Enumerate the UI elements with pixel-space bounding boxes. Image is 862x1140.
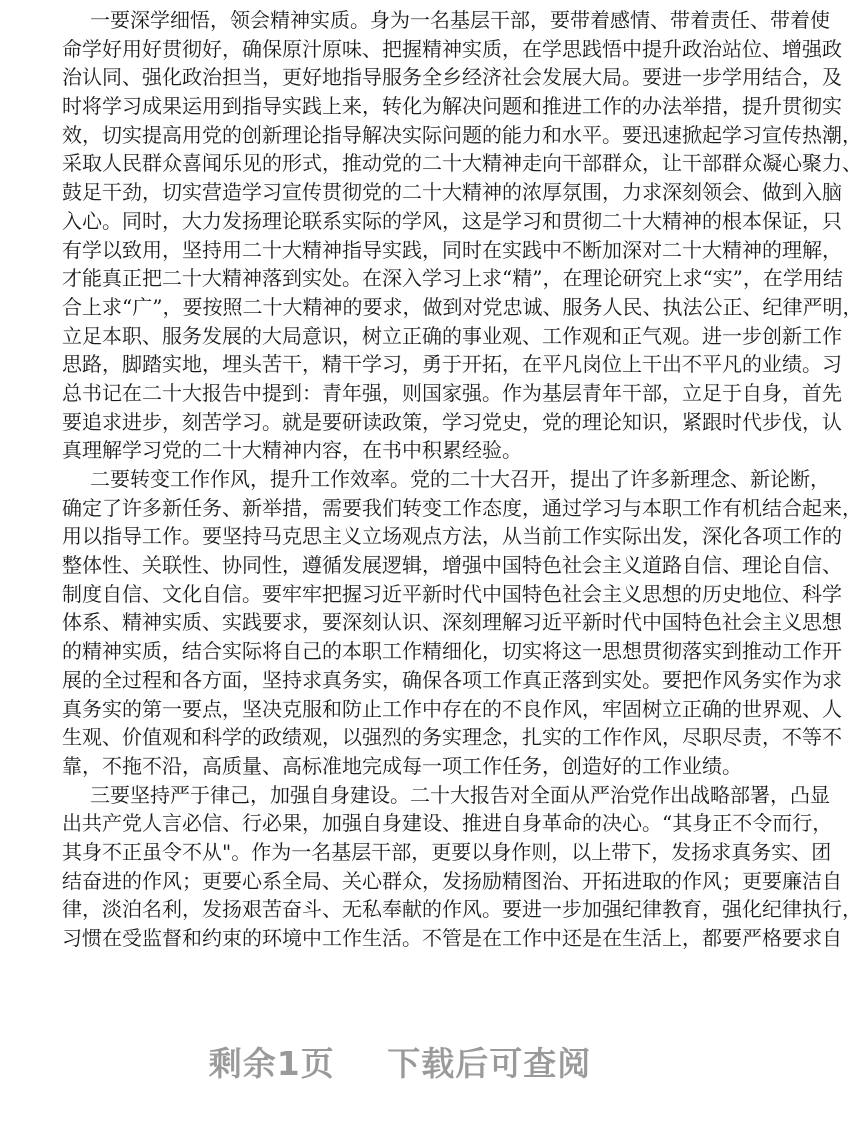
text-line: 展的全过程和各方面，坚持求真务实，确保各项工作真正落到实处。要把作风务实作为求 — [62, 667, 842, 692]
text-line: 才能真正把二十大精神落到实处。在深入学习上求“精”，在理论研究上求“实”，在学用结 — [62, 266, 843, 291]
remaining-pages-label: 剩余1页 — [208, 1044, 335, 1083]
text-line: 的精神实质，结合实际将自己的本职工作精细化，切实将这一思想贯彻落实到推动工作开 — [62, 639, 842, 664]
text-line: 律，淡泊名利，发扬艰苦奋斗、无私奉献的作风。要进一步加强纪律教育，强化纪律执行， — [62, 897, 862, 922]
text-line: 用以指导工作。要坚持马克思主义立场观点方法，从当前工作实际出发，深化各项工作的 — [62, 524, 842, 549]
document-body — [62, 6, 862, 953]
paragraph — [62, 465, 862, 781]
text-line: 时将学习成果运用到指导实践上来，转化为解决问题和推进工作的办法举措，提升贯彻实 — [62, 94, 842, 119]
text-line: 生观、价值观和科学的政绩观，以强烈的务实理念，扎实的工作作风，尽职尽责，不等不 — [62, 725, 842, 750]
text-line: 效，切实提高用党的创新理论指导解决实际问题的能力和水平。要迅速掀起学习宣传热潮， — [62, 122, 862, 147]
text-line: 二要转变工作作风，提升工作效率。党的二十大召开，提出了许多新理念、新论断， — [90, 467, 830, 491]
text-line: 立足本职、服务发展的大局意识，树立正确的事业观、工作观和正气观。进一步创新工作 — [62, 323, 842, 348]
paragraph — [62, 781, 862, 953]
paragraph — [62, 6, 862, 465]
text-line: 真务实的第一要点，坚决克服和防止工作中存在的不良作风，牢固树立正确的世界观、人 — [62, 696, 842, 721]
text-line: 有学以致用，坚持用二十大精神指导实践，同时在实践中不断加深对二十大精神的理解， — [62, 237, 842, 262]
text-line: 鼓足干劲，切实营造学习宣传贯彻党的二十大精神的浓厚氛围，力求深刻领会、做到入脑 — [62, 180, 842, 205]
text-line: 体系、精神实质、实践要求，要深刻认识、深刻理解习近平新时代中国特色社会主义思想 — [62, 610, 842, 635]
text-line: 三要坚持严于律己，加强自身建设。二十大报告对全面从严治党作出战略部署，凸显 — [90, 782, 830, 807]
text-line: 思路，脚踏实地，埋头苦干，精干学习，勇于开拓，在平凡岗位上干出不平凡的业绩。习 — [62, 352, 842, 377]
text-line: 结奋进的作风；更要心系全局、关心群众，发扬励精图治、开拓进取的作风；更要廉洁自 — [62, 868, 842, 893]
text-line: 整体性、关联性、协同性，遵循发展逻辑，增强中国特色社会主义道路自信、理论自信、 — [62, 553, 842, 578]
download-prompt[interactable] — [0, 1038, 800, 1085]
text-line: 命学好用好贯彻好，确保原汁原味、把握精神实质，在学思践悟中提升政治站位、增强政 — [62, 36, 842, 61]
text-line: 总书记在二十大报告中提到：青年强，则国家强。作为基层青年干部，立足于自身，首先 — [62, 380, 842, 405]
text-line: 出共产党人言必信、行必果，加强自身建设、推进自身革命的决心。“其身正不令而行， — [62, 811, 833, 836]
text-line: 入心。同时，大力发扬理论联系实际的学风，这是学习和贯彻二十大精神的根本保证，只 — [62, 208, 842, 233]
text-line: 真理解学习党的二十大精神内容，在书中积累经验。 — [62, 438, 522, 463]
text-line: 其身不正虽令不从"。作为一名基层干部，更要以身作则，以上带下，发扬求真务实、团 — [62, 839, 832, 864]
text-line: 治认同、强化政治担当，更好地指导服务全乡经济社会发展大局。要进一步学用结合，及 — [62, 65, 842, 90]
text-line: 要追求进步，刻苦学习。就是要研读政策，学习党史，党的理论知识，紧跟时代步伐，认 — [62, 409, 842, 434]
text-line: 一要深学细悟，领会精神实质。身为一名基层干部，要带着感情、带着责任、带着使 — [90, 8, 830, 32]
text-line: 确定了许多新任务、新举措，需要我们转变工作态度，通过学习与本职工作有机结合起来， — [62, 495, 862, 520]
text-line: 制度自信、文化自信。要牢牢把握习近平新时代中国特色社会主义思想的历史地位、科学 — [62, 581, 842, 606]
text-line: 合上求“广”，要按照二十大精神的要求，做到对党忠诚、服务人民、执法公正、纪律严明， — [62, 294, 862, 319]
text-line: 靠，不拖不沿，高质量、高标准地完成每一项工作任务，创造好的工作业绩。 — [62, 753, 742, 778]
text-line: 习惯在受监督和约束的环境中工作生活。不管是在工作中还是在生活上，都要严格要求自 — [62, 926, 842, 950]
download-hint-label[interactable]: 下载后可查阅 — [387, 1044, 592, 1083]
text-line: 采取人民群众喜闻乐见的形式，推动党的二十大精神走向干部群众，让干部群众凝心聚力、 — [62, 151, 862, 176]
